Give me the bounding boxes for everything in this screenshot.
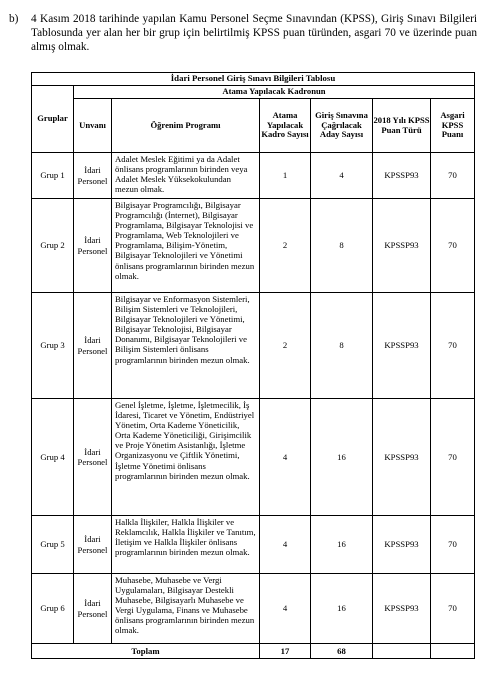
total-positions: 17: [260, 644, 311, 659]
row-title: İdari Personel: [74, 399, 112, 516]
intro-text: 4 Kasım 2018 tarihinde yapılan Kamu Personel Seçme Sınavından (KPSS), Giriş Sınavı Bilgileri Tablosunda yer alan her bir grup için belirtilmiş KPSS puan türünden, asgari 70 ve üzerinde puan almış olmak.: [31, 13, 477, 54]
row-positions: 4: [260, 516, 311, 574]
row-candidates: 16: [311, 516, 373, 574]
row-positions: 2: [260, 293, 311, 399]
table-title: İdari Personel Giriş Sınavı Bilgileri Tablosu: [32, 73, 475, 86]
row-min-score: 70: [431, 574, 475, 644]
header-candidates: Giriş Sınavına Çağrılacak Aday Sayısı: [311, 99, 373, 153]
row-positions: 1: [260, 153, 311, 199]
header-positions: Atama Yapılacak Kadro Sayısı: [260, 99, 311, 153]
row-candidates: 16: [311, 399, 373, 516]
table-row: [32, 199, 475, 293]
row-program: Muhasebe, Muhasebe ve Vergi Uygulamaları, Bilgisayar Destekli Muhasebe, Bilgisayarlı Muhasebe ve Vergi Uygulama, Finans ve Muhasebe önlisans programlarının birinden mezun olmak.: [112, 574, 260, 644]
table-row: [32, 293, 475, 399]
row-min-score: 70: [431, 516, 475, 574]
row-positions: 4: [260, 574, 311, 644]
row-score-type: KPSSP93: [373, 199, 431, 293]
header-groups: Gruplar: [32, 86, 74, 153]
row-min-score: 70: [431, 293, 475, 399]
row-program: Bilgisayar Programcılığı, Bilgisayar Programcılığı (İnternet), Bilgisayar Programlama, Bilgisayar Teknolojisi ve Programlama, Web Teknolojileri ve Programlama, Bilişim-Yönetim, Bilgisayar Teknolojileri ve Yönetimi önlisans programlarının birinden mezun olmak.: [112, 199, 260, 293]
row-score-type: KPSSP93: [373, 293, 431, 399]
row-title: İdari Personel: [74, 574, 112, 644]
table-row: [32, 574, 475, 644]
row-min-score: 70: [431, 153, 475, 199]
row-score-type: KPSSP93: [373, 399, 431, 516]
intro-paragraph: [9, 12, 477, 55]
table-row: [32, 399, 475, 516]
row-min-score: 70: [431, 399, 475, 516]
row-program: Adalet Meslek Eğitimi ya da Adalet önlisans programlarının birinden veya Adalet Meslek Yüksekokulundan mezun olmak.: [112, 153, 260, 199]
row-group: Grup 6: [32, 574, 74, 644]
row-group: Grup 1: [32, 153, 74, 199]
total-empty-cell: [373, 644, 431, 659]
header-title: Unvanı: [74, 99, 112, 153]
row-score-type: KPSSP93: [373, 153, 431, 199]
row-score-type: KPSSP93: [373, 574, 431, 644]
total-label: Toplam: [32, 644, 260, 659]
row-group: Grup 4: [32, 399, 74, 516]
row-min-score: 70: [431, 199, 475, 293]
row-title: İdari Personel: [74, 516, 112, 574]
row-positions: 2: [260, 199, 311, 293]
row-group: Grup 3: [32, 293, 74, 399]
header-program: Öğrenim Programı: [112, 99, 260, 153]
row-program: Bilgisayar ve Enformasyon Sistemleri, Bilişim Sistemleri ve Teknolojileri, Bilgisayar Teknolojileri ve Yönetimi, Bilgisayar Teknolojisi, Bilgisayar Donanımı, Bilgisayar Teknolojileri ve Bilişim Sistemleri önlisans programlarının birinden mezun olmak.: [112, 293, 260, 399]
table-row: [32, 153, 475, 199]
row-score-type: KPSSP93: [373, 516, 431, 574]
table-subtitle: Atama Yapılacak Kadronun: [74, 86, 475, 99]
row-positions: 4: [260, 399, 311, 516]
exam-info-table: [31, 72, 475, 659]
row-candidates: 16: [311, 574, 373, 644]
row-candidates: 4: [311, 153, 373, 199]
row-group: Grup 5: [32, 516, 74, 574]
row-candidates: 8: [311, 199, 373, 293]
total-candidates: 68: [311, 644, 373, 659]
table-row: [32, 516, 475, 574]
total-empty-cell: [431, 644, 475, 659]
row-group: Grup 2: [32, 199, 74, 293]
total-row: [32, 644, 475, 659]
row-program: Genel İşletme, İşletme, İşletmecilik, İş İdaresi, Ticaret ve Yönetim, Endüstriyel Yönetim, Orta Kademe Yöneticilik, Orta Kademe Yöneticiliği, Girişimcilik ve Proje Yönetim Asistanlığı, İşletme Organizasyonu ve Çiftlik Yönetimi, İşletme Yönetimi önlisans programlarının birinden mezun olmak.: [112, 399, 260, 516]
row-title: İdari Personel: [74, 153, 112, 199]
row-title: İdari Personel: [74, 293, 112, 399]
row-program: Halkla İlişkiler, Halkla İlişkiler ve Reklamcılık, Halkla İlişkiler ve Tanıtım, İletişim ve Halkla İlişkiler önlisans programlarının birinden mezun olmak.: [112, 516, 260, 574]
header-min-score: Asgari KPSS Puanı: [431, 99, 475, 153]
row-candidates: 8: [311, 293, 373, 399]
list-marker: b): [9, 13, 19, 25]
header-score-type: 2018 Yılı KPSS Puan Türü: [373, 99, 431, 153]
row-title: İdari Personel: [74, 199, 112, 293]
